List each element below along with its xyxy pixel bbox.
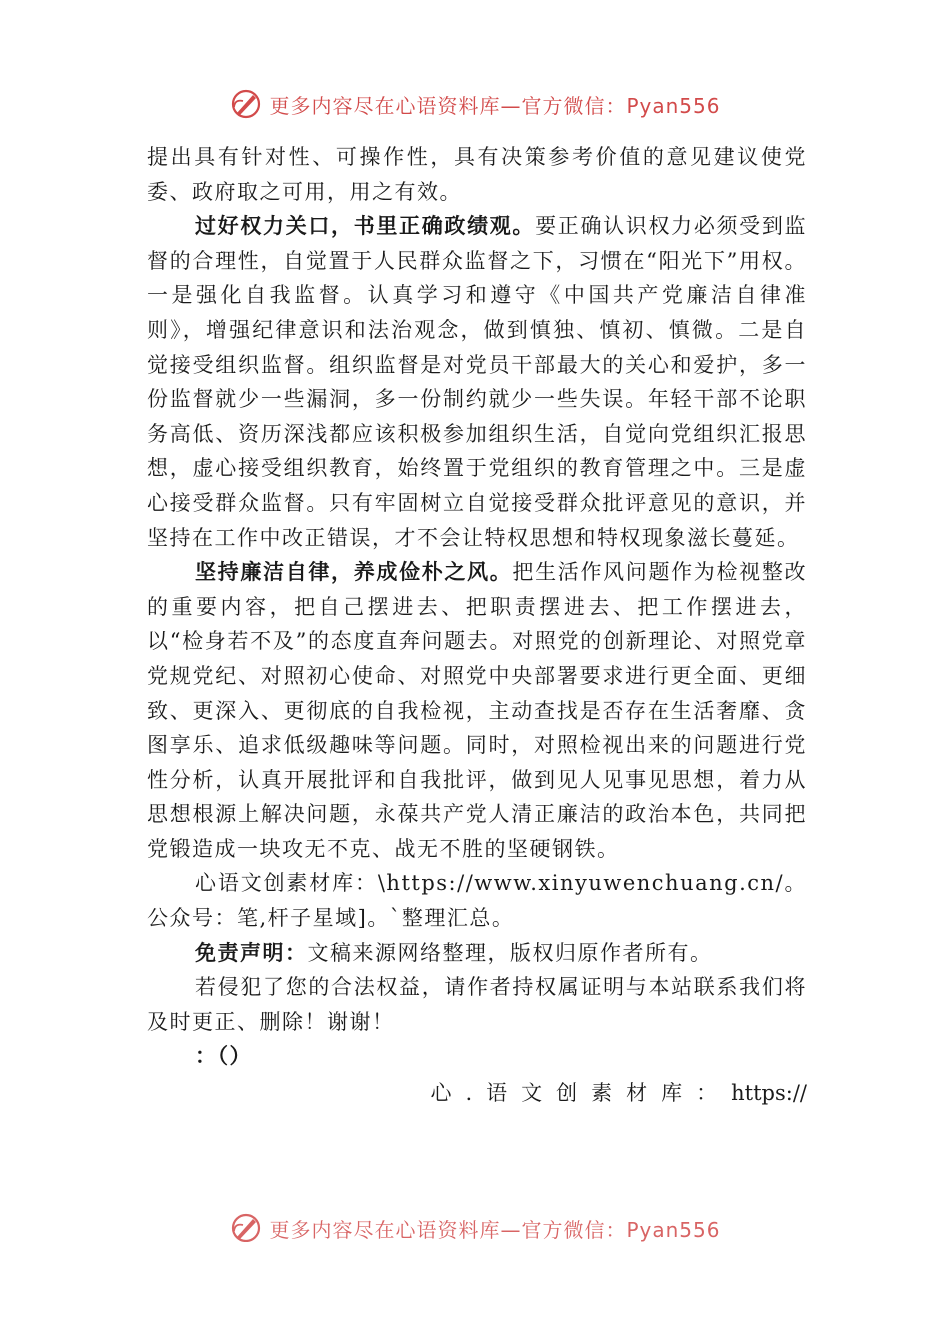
paragraph-1: 提出具有针对性、可操作性，具有决策参考价值的意见建议使党委、政府取之可用，用之有效。 bbox=[147, 145, 807, 204]
header-banner bbox=[0, 84, 950, 124]
punctuation-line: ：（） bbox=[195, 1043, 252, 1069]
source-note: 心语文创素材库：\https://www.xinyuwenchuang.cn/。公众号：笔,杆子星域]。`整理汇总。 bbox=[147, 871, 807, 931]
disclaimer-label: 免责声明： bbox=[195, 939, 308, 965]
banner-text: 更多内容尽在心语资料库—官方微信：Pyan556 bbox=[269, 93, 721, 118]
footer-banner-inner bbox=[229, 1211, 720, 1242]
disclaimer-body: 文稿来源网络整理，版权归原作者所有。 bbox=[307, 940, 713, 965]
tail-url: https:// bbox=[731, 1081, 807, 1106]
paragraph-3-body: 把生活作风问题作为检视整改的重要内容，把自己摆进去、把职责摆进去、把工作摆进去，以“检身若不及”的态度直奔问题去。对照党的创新理论、对照党章党规党纪、对照初心使命、对照党中央部署要求进行更全面、更细致、更深入、更彻底的自我检视，主动查找是否存在生活奢靡、贪图享乐、追求低级趣味等问题。同时，对照检视出来的问题进行党性分析，认真开展批评和自我批评，做到见人见事见思想，着力从思想根源上解决问题，永葆共产党人清正廉洁的政治本色，共同把党锻造成一块攻无不克、战无不胜的坚硬钢铁。 bbox=[147, 560, 807, 861]
paragraph-2-heading: 过好权力关口，书里正确政绩观。 bbox=[195, 213, 536, 239]
paragraph-2 bbox=[147, 209, 807, 555]
paragraph-3-heading: 坚持廉洁自律，养成俭朴之风。 bbox=[195, 559, 513, 585]
contact-note: 若侵犯了您的合法权益，请作者持权属证明与本站联系我们将及时更正、删除！谢谢！ bbox=[147, 975, 807, 1034]
paragraph-3 bbox=[147, 555, 807, 866]
pen-circle-logo-icon bbox=[229, 87, 263, 121]
tail-line bbox=[147, 1076, 807, 1111]
document-body bbox=[147, 140, 807, 1111]
banner-inner bbox=[229, 87, 720, 121]
tail-text: 心.语文创素材库： bbox=[430, 1081, 732, 1106]
pen-circle-logo-icon bbox=[229, 1211, 263, 1242]
footer-banner bbox=[0, 1206, 950, 1242]
footer-banner-text: 更多内容尽在心语资料库—官方微信：Pyan556 bbox=[269, 1217, 721, 1242]
disclaimer bbox=[147, 936, 807, 971]
paragraph-2-body: 要正确认识权力必须受到监督的合理性，自觉置于人民群众监督之下，习惯在“阳光下”用权。一是强化自我监督。认真学习和遵守《中国共产党廉洁自律准则》，增强纪律意识和法治观念，做到慎独、慎初、慎微。二是自觉接受组织监督。组织监督是对党员干部最大的关心和爱护，多一份监督就少一些漏洞，多一份制约就少一些失误。年轻干部不论职务高低、资历深浅都应该积极参加组织生活，自觉向党组织汇报思想，虚心接受组织教育，始终置于党组织的教育管理之中。三是虚心接受群众监督。只有牢固树立自觉接受群众批评意见的意识，并坚持在工作中改正错误，才不会让特权思想和特权现象滋长蔓延。 bbox=[147, 214, 808, 550]
